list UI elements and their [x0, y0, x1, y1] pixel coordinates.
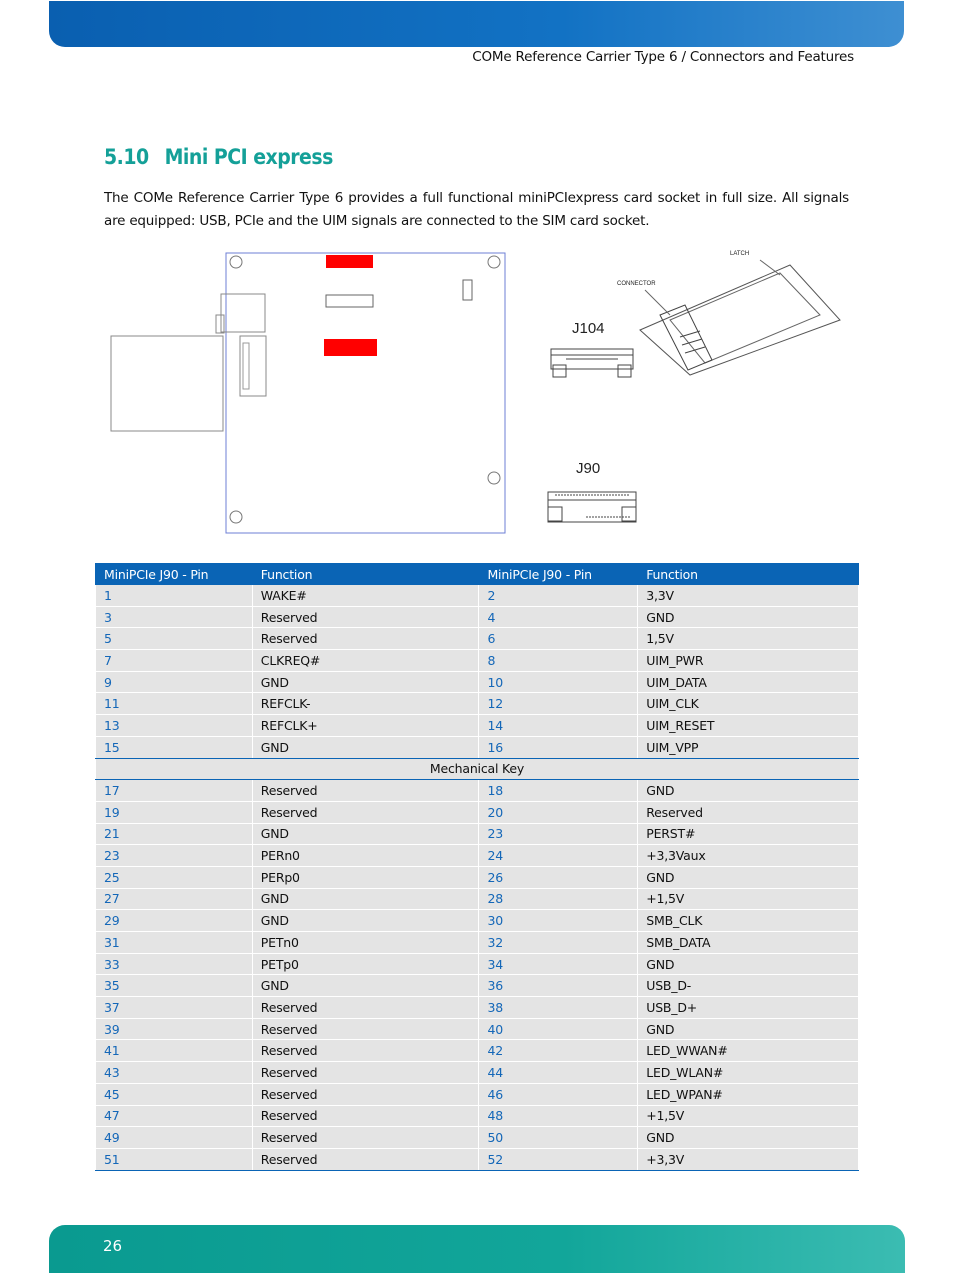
pin-left: 33	[96, 953, 253, 975]
pin-left: 27	[96, 888, 253, 910]
pin-left: 25	[96, 866, 253, 888]
mechanical-key: Mechanical Key	[96, 758, 859, 780]
pin-right: 34	[479, 953, 638, 975]
table-row	[96, 932, 859, 954]
pin-right: 2	[479, 585, 638, 607]
pin-right: 23	[479, 823, 638, 845]
table-row	[96, 780, 859, 802]
table-row	[96, 736, 859, 758]
pin-right: 36	[479, 975, 638, 997]
function-right: UIM_VPP	[638, 736, 859, 758]
pin-left: 35	[96, 975, 253, 997]
function-left: PERp0	[252, 866, 479, 888]
pin-left: 49	[96, 1127, 253, 1149]
function-left: GND	[252, 671, 479, 693]
function-right: UIM_CLK	[638, 693, 859, 715]
pin-right: 44	[479, 1062, 638, 1084]
function-left: CLKREQ#	[252, 650, 479, 672]
pin-right: 24	[479, 845, 638, 867]
function-left: Reserved	[252, 780, 479, 802]
pin-left: 21	[96, 823, 253, 845]
pin-right: 50	[479, 1127, 638, 1149]
function-left: PETn0	[252, 932, 479, 954]
bottom-banner	[49, 1225, 905, 1273]
pin-right: 14	[479, 715, 638, 737]
function-right: UIM_RESET	[638, 715, 859, 737]
pin-left: 3	[96, 606, 253, 628]
pin-left: 1	[96, 585, 253, 607]
pin-right: 4	[479, 606, 638, 628]
table-row	[96, 997, 859, 1019]
board-figure	[100, 245, 860, 545]
function-left: Reserved	[252, 1105, 479, 1127]
rows-after-key	[96, 780, 859, 1170]
function-left: Reserved	[252, 1083, 479, 1105]
page-number: 26	[103, 1237, 123, 1255]
table-row	[96, 866, 859, 888]
function-right: +3,3Vaux	[638, 845, 859, 867]
function-left: GND	[252, 823, 479, 845]
table-row	[96, 888, 859, 910]
section-title-text: Mini PCI express	[164, 145, 333, 169]
function-right: +3,3V	[638, 1148, 859, 1170]
j90-label: J90	[576, 460, 601, 477]
pin-left: 45	[96, 1083, 253, 1105]
pin-right: 28	[479, 888, 638, 910]
pin-left: 29	[96, 910, 253, 932]
table-row	[96, 1148, 859, 1170]
function-left: Reserved	[252, 997, 479, 1019]
pin-left: 39	[96, 1018, 253, 1040]
function-right: LED_WPAN#	[638, 1083, 859, 1105]
function-right: 3,3V	[638, 585, 859, 607]
function-right: GND	[638, 780, 859, 802]
pin-left: 17	[96, 780, 253, 802]
table-row	[96, 606, 859, 628]
pin-left: 37	[96, 997, 253, 1019]
pin-right: 12	[479, 693, 638, 715]
table-row	[96, 823, 859, 845]
pin-right: 8	[479, 650, 638, 672]
j104-label: J104	[572, 320, 605, 337]
function-right: +1,5V	[638, 1105, 859, 1127]
function-left: GND	[252, 910, 479, 932]
function-right: Reserved	[638, 801, 859, 823]
table-header-row	[96, 564, 859, 585]
header-function-left: Function	[252, 564, 479, 585]
function-left: REFCLK-	[252, 693, 479, 715]
pin-left: 15	[96, 736, 253, 758]
header-pin-right: MiniPCIe J90 - Pin	[479, 564, 638, 585]
latch-label: LATCH	[730, 251, 750, 257]
pin-right: 46	[479, 1083, 638, 1105]
function-right: SMB_CLK	[638, 910, 859, 932]
table-row	[96, 628, 859, 650]
connector-label: CONNECTOR	[617, 281, 656, 287]
table-row	[96, 1083, 859, 1105]
pin-right: 48	[479, 1105, 638, 1127]
function-right: LED_WWAN#	[638, 1040, 859, 1062]
table-row	[96, 715, 859, 737]
function-right: GND	[638, 953, 859, 975]
pin-right: 6	[479, 628, 638, 650]
pin-left: 43	[96, 1062, 253, 1084]
section-title	[104, 145, 333, 169]
function-right: USB_D-	[638, 975, 859, 997]
function-left: GND	[252, 975, 479, 997]
pin-left: 7	[96, 650, 253, 672]
table-row	[96, 1062, 859, 1084]
table-row	[96, 801, 859, 823]
table-row	[96, 693, 859, 715]
pin-right: 42	[479, 1040, 638, 1062]
function-left: GND	[252, 888, 479, 910]
pin-right: 20	[479, 801, 638, 823]
pin-right: 52	[479, 1148, 638, 1170]
pinout-table	[95, 563, 859, 1171]
pin-left: 19	[96, 801, 253, 823]
function-left: GND	[252, 736, 479, 758]
pin-left: 51	[96, 1148, 253, 1170]
table-row	[96, 671, 859, 693]
function-right: SMB_DATA	[638, 932, 859, 954]
table-row	[96, 1018, 859, 1040]
pin-left: 13	[96, 715, 253, 737]
function-left: PERn0	[252, 845, 479, 867]
table-row	[96, 845, 859, 867]
pin-right: 26	[479, 866, 638, 888]
pin-left: 9	[96, 671, 253, 693]
pin-left: 41	[96, 1040, 253, 1062]
pin-left: 47	[96, 1105, 253, 1127]
function-right: GND	[638, 866, 859, 888]
function-right: PERST#	[638, 823, 859, 845]
pin-left: 31	[96, 932, 253, 954]
top-banner	[49, 1, 904, 47]
function-left: Reserved	[252, 1127, 479, 1149]
function-right: GND	[638, 1127, 859, 1149]
function-right: LED_WLAN#	[638, 1062, 859, 1084]
function-right: GND	[638, 606, 859, 628]
table-row	[96, 1127, 859, 1149]
table-row	[96, 585, 859, 607]
pin-left: 23	[96, 845, 253, 867]
function-right: GND	[638, 1018, 859, 1040]
function-left: Reserved	[252, 1148, 479, 1170]
table-row	[96, 975, 859, 997]
function-right: UIM_PWR	[638, 650, 859, 672]
pin-right: 18	[479, 780, 638, 802]
function-left: PETp0	[252, 953, 479, 975]
intro-paragraph: The COMe Reference Carrier Type 6 provides a full functional miniPCIexpress card socket in full size. All signals are equipped: USB, PCIe and the UIM signals are connected to the SIM card socket.	[104, 190, 849, 229]
board-drawing	[100, 245, 860, 545]
pin-left: 5	[96, 628, 253, 650]
header-pin-left: MiniPCIe J90 - Pin	[96, 564, 253, 585]
pin-left: 11	[96, 693, 253, 715]
table-row	[96, 910, 859, 932]
function-left: WAKE#	[252, 585, 479, 607]
function-left: Reserved	[252, 1040, 479, 1062]
function-left: REFCLK+	[252, 715, 479, 737]
function-right: +1,5V	[638, 888, 859, 910]
table-row	[96, 1105, 859, 1127]
function-right: 1,5V	[638, 628, 859, 650]
function-left: Reserved	[252, 628, 479, 650]
pin-right: 10	[479, 671, 638, 693]
function-left: Reserved	[252, 801, 479, 823]
table-row	[96, 953, 859, 975]
table-row	[96, 1040, 859, 1062]
function-right: USB_D+	[638, 997, 859, 1019]
rows-before-key	[96, 585, 859, 759]
function-right: UIM_DATA	[638, 671, 859, 693]
mechanical-key-row	[96, 758, 859, 780]
header-function-right: Function	[638, 564, 859, 585]
pin-right: 16	[479, 736, 638, 758]
pin-right: 40	[479, 1018, 638, 1040]
function-left: Reserved	[252, 606, 479, 628]
pin-right: 30	[479, 910, 638, 932]
function-left: Reserved	[252, 1062, 479, 1084]
section-number: 5.10	[104, 145, 149, 169]
pin-right: 38	[479, 997, 638, 1019]
function-left: Reserved	[252, 1018, 479, 1040]
table-row	[96, 650, 859, 672]
pin-right: 32	[479, 932, 638, 954]
running-header: COMe Reference Carrier Type 6 / Connectors and Features	[472, 49, 854, 65]
